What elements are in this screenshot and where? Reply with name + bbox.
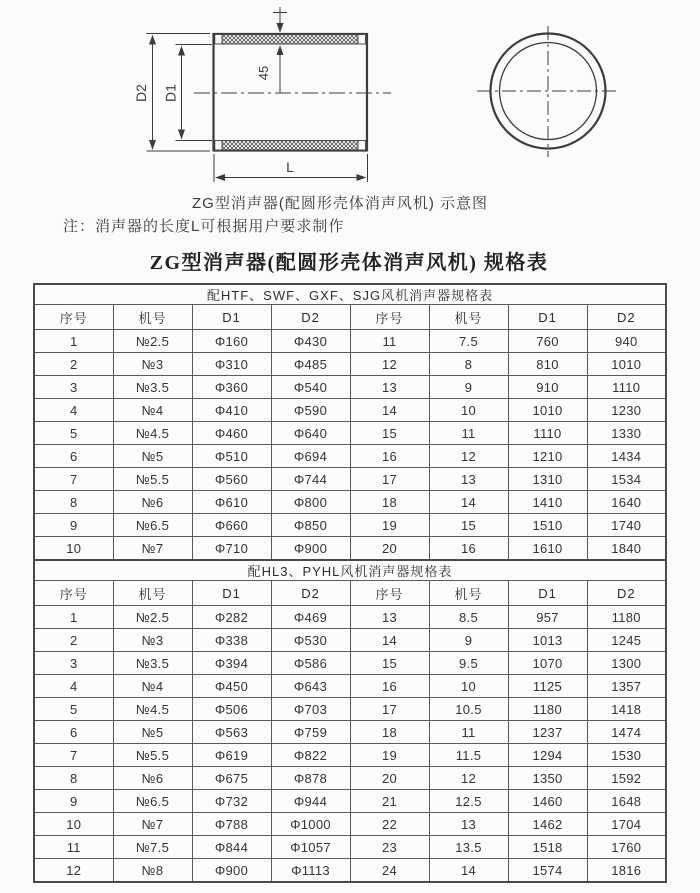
column-header: 序号 <box>350 581 429 606</box>
cell: 1013 <box>508 629 587 652</box>
cell: 15 <box>429 514 508 537</box>
cell: 760 <box>508 330 587 353</box>
cell: 11 <box>34 836 113 859</box>
cell: Φ850 <box>271 514 350 537</box>
cell: 1180 <box>508 698 587 721</box>
cell: Φ338 <box>192 629 271 652</box>
cell: 10 <box>34 813 113 836</box>
cell: Φ506 <box>192 698 271 721</box>
cell: Φ710 <box>192 537 271 561</box>
cell: Φ282 <box>192 606 271 629</box>
cell: 1648 <box>587 790 666 813</box>
cell: 24 <box>350 859 429 883</box>
table-row <box>34 675 666 698</box>
table-section-title: 配HL3、PYHL风机消声器规格表 <box>34 560 666 581</box>
cell: Φ1057 <box>271 836 350 859</box>
cell: №6 <box>113 767 192 790</box>
column-header: D2 <box>271 305 350 330</box>
table-row <box>34 767 666 790</box>
spec-tables <box>33 283 667 883</box>
cell: 13 <box>350 376 429 399</box>
cell: Φ450 <box>192 675 271 698</box>
cell: 1530 <box>587 744 666 767</box>
cell: 1518 <box>508 836 587 859</box>
cell: №3.5 <box>113 652 192 675</box>
cell: Φ540 <box>271 376 350 399</box>
cell: №4 <box>113 399 192 422</box>
cell: Φ640 <box>271 422 350 445</box>
cell: Φ1113 <box>271 859 350 883</box>
table-row <box>34 353 666 376</box>
cell: 17 <box>350 698 429 721</box>
cell: 1110 <box>508 422 587 445</box>
cylinder-section-view <box>194 33 391 152</box>
cell: Φ160 <box>192 330 271 353</box>
cell: 1245 <box>587 629 666 652</box>
table-section-title: 配HTF、SWF、GXF、SJG风机消声器规格表 <box>34 284 666 305</box>
bottom-lining-hatch <box>222 141 358 151</box>
cell: 957 <box>508 606 587 629</box>
cell: 1237 <box>508 721 587 744</box>
dimension-wall-45 <box>273 7 287 93</box>
cell: 12.5 <box>429 790 508 813</box>
cell: Φ610 <box>192 491 271 514</box>
cell: 1534 <box>587 468 666 491</box>
cell: №2.5 <box>113 606 192 629</box>
cell: 810 <box>508 353 587 376</box>
cell: №7.5 <box>113 836 192 859</box>
column-header: 序号 <box>350 305 429 330</box>
table-row <box>34 606 666 629</box>
cell: 1310 <box>508 468 587 491</box>
cell: Φ759 <box>271 721 350 744</box>
cell: 16 <box>350 675 429 698</box>
cell: Φ675 <box>192 767 271 790</box>
cell: №8 <box>113 859 192 883</box>
cell: №5 <box>113 445 192 468</box>
cell: Φ900 <box>192 859 271 883</box>
cell: 22 <box>350 813 429 836</box>
cell: Φ703 <box>271 698 350 721</box>
cell: 7 <box>34 744 113 767</box>
cell: 11 <box>429 422 508 445</box>
cell: 17 <box>350 468 429 491</box>
column-header: 机号 <box>429 305 508 330</box>
table-row <box>34 376 666 399</box>
cell: 9 <box>34 790 113 813</box>
table-row <box>34 330 666 353</box>
cell: 1300 <box>587 652 666 675</box>
cell: Φ822 <box>271 744 350 767</box>
cell: №5.5 <box>113 744 192 767</box>
table-row <box>34 399 666 422</box>
column-header: D2 <box>587 305 666 330</box>
silencer-drawing <box>0 0 700 190</box>
cell: 8.5 <box>429 606 508 629</box>
table-header-row <box>34 305 666 330</box>
column-header: 序号 <box>34 581 113 606</box>
cell: 1610 <box>508 537 587 561</box>
cell: 1474 <box>587 721 666 744</box>
dim-label-45: 45 <box>256 65 271 81</box>
table-row <box>34 537 666 561</box>
column-header: 序号 <box>34 305 113 330</box>
cell: 1 <box>34 606 113 629</box>
cell: 14 <box>429 859 508 883</box>
cell: №6.5 <box>113 514 192 537</box>
cell: 1740 <box>587 514 666 537</box>
cell: 6 <box>34 445 113 468</box>
cell: 11.5 <box>429 744 508 767</box>
cell: 1460 <box>508 790 587 813</box>
dim-label-d2: D2 <box>133 84 149 102</box>
cell: 1574 <box>508 859 587 883</box>
table-row <box>34 652 666 675</box>
table-row <box>34 836 666 859</box>
column-header: D1 <box>192 305 271 330</box>
cell: 1010 <box>587 353 666 376</box>
cell: 12 <box>34 859 113 883</box>
cell: 15 <box>350 422 429 445</box>
cell: 23 <box>350 836 429 859</box>
table-row <box>34 813 666 836</box>
cell: Φ563 <box>192 721 271 744</box>
column-header: 机号 <box>113 581 192 606</box>
cell: 13 <box>429 468 508 491</box>
cell: 9.5 <box>429 652 508 675</box>
cell: 6 <box>34 721 113 744</box>
cell: 940 <box>587 330 666 353</box>
cell: Φ878 <box>271 767 350 790</box>
cell: 19 <box>350 744 429 767</box>
cell: Φ619 <box>192 744 271 767</box>
cell: 12 <box>429 767 508 790</box>
drawing-caption: ZG型消声器(配圆形壳体消声风机) 示意图 <box>192 195 488 212</box>
cell: 1070 <box>508 652 587 675</box>
cell: 5 <box>34 422 113 445</box>
cell: 11 <box>350 330 429 353</box>
cell: 18 <box>350 491 429 514</box>
cell: Φ530 <box>271 629 350 652</box>
cell: 7 <box>34 468 113 491</box>
cell: 1230 <box>587 399 666 422</box>
cell: 10 <box>429 399 508 422</box>
cell: Φ900 <box>271 537 350 561</box>
cell: Φ590 <box>271 399 350 422</box>
cell: Φ430 <box>271 330 350 353</box>
cell: Φ944 <box>271 790 350 813</box>
page-title: ZG型消声器(配圆形壳体消声风机) 规格表 <box>149 252 549 274</box>
cell: 9 <box>429 629 508 652</box>
cell: №3 <box>113 629 192 652</box>
cell: Φ560 <box>192 468 271 491</box>
cell: Φ660 <box>192 514 271 537</box>
cell: №4.5 <box>113 422 192 445</box>
cell: 1 <box>34 330 113 353</box>
table-row <box>34 790 666 813</box>
table-row <box>34 629 666 652</box>
table-row <box>34 422 666 445</box>
cell: 2 <box>34 629 113 652</box>
cell: 8 <box>34 767 113 790</box>
cell: Φ586 <box>271 652 350 675</box>
cell: №5.5 <box>113 468 192 491</box>
cell: 1210 <box>508 445 587 468</box>
cell: 9 <box>429 376 508 399</box>
cell: Φ844 <box>192 836 271 859</box>
cell: 15 <box>350 652 429 675</box>
cell: Φ732 <box>192 790 271 813</box>
column-header: D1 <box>508 305 587 330</box>
column-header: 机号 <box>113 305 192 330</box>
cell: 16 <box>350 445 429 468</box>
cell: 1510 <box>508 514 587 537</box>
cell: №2.5 <box>113 330 192 353</box>
cell: 1592 <box>587 767 666 790</box>
cell: 14 <box>350 629 429 652</box>
table-row <box>34 468 666 491</box>
table-row <box>34 698 666 721</box>
cell: 1840 <box>587 537 666 561</box>
cell: 14 <box>429 491 508 514</box>
cell: 1816 <box>587 859 666 883</box>
table-row <box>34 721 666 744</box>
cell: 16 <box>429 537 508 561</box>
dim-label-length: L <box>286 159 294 175</box>
cell: №5 <box>113 721 192 744</box>
column-header: D1 <box>192 581 271 606</box>
cell: №3.5 <box>113 376 192 399</box>
cell: 21 <box>350 790 429 813</box>
cell: 1294 <box>508 744 587 767</box>
cell: 2 <box>34 353 113 376</box>
table-row <box>34 514 666 537</box>
cell: 8 <box>429 353 508 376</box>
cell: Φ1000 <box>271 813 350 836</box>
cell: Φ469 <box>271 606 350 629</box>
cell: 12 <box>350 353 429 376</box>
cell: 1434 <box>587 445 666 468</box>
cell: 1760 <box>587 836 666 859</box>
cell: Φ694 <box>271 445 350 468</box>
cell: 11 <box>429 721 508 744</box>
cell: 12 <box>429 445 508 468</box>
cell: Φ510 <box>192 445 271 468</box>
cell: 1357 <box>587 675 666 698</box>
cell: Φ460 <box>192 422 271 445</box>
table-header-row <box>34 581 666 606</box>
cell: Φ800 <box>271 491 350 514</box>
cell: Φ744 <box>271 468 350 491</box>
column-header: D2 <box>271 581 350 606</box>
cell: №4.5 <box>113 698 192 721</box>
cell: 4 <box>34 675 113 698</box>
cell: 1180 <box>587 606 666 629</box>
cell: 1110 <box>587 376 666 399</box>
top-lining-hatch <box>222 35 358 45</box>
cell: Φ643 <box>271 675 350 698</box>
cell: №7 <box>113 813 192 836</box>
column-header: D2 <box>587 581 666 606</box>
cell: 14 <box>350 399 429 422</box>
cell: №7 <box>113 537 192 561</box>
drawing-note: 注：消声器的长度L可根据用户要求制作 <box>63 218 345 235</box>
cell: 7.5 <box>429 330 508 353</box>
ring-end-view <box>477 26 620 157</box>
cell: 9 <box>34 514 113 537</box>
cell: 910 <box>508 376 587 399</box>
cell: №3 <box>113 353 192 376</box>
cell: Φ485 <box>271 353 350 376</box>
cell: 13 <box>429 813 508 836</box>
cell: Φ410 <box>192 399 271 422</box>
cell: 1418 <box>587 698 666 721</box>
cell: 13 <box>350 606 429 629</box>
column-header: 机号 <box>429 581 508 606</box>
cell: 1462 <box>508 813 587 836</box>
table-row <box>34 445 666 468</box>
cell: 1640 <box>587 491 666 514</box>
cell: Φ360 <box>192 376 271 399</box>
cell: 8 <box>34 491 113 514</box>
cell: 19 <box>350 514 429 537</box>
table-row <box>34 744 666 767</box>
cell: 20 <box>350 537 429 561</box>
spec-table <box>33 283 667 883</box>
cell: Φ394 <box>192 652 271 675</box>
cell: 20 <box>350 767 429 790</box>
cell: Φ310 <box>192 353 271 376</box>
cell: 1410 <box>508 491 587 514</box>
cell: 1704 <box>587 813 666 836</box>
cell: 18 <box>350 721 429 744</box>
cell: №6.5 <box>113 790 192 813</box>
cell: 3 <box>34 652 113 675</box>
cell: 13.5 <box>429 836 508 859</box>
cell: 1010 <box>508 399 587 422</box>
cell: Φ788 <box>192 813 271 836</box>
table-row <box>34 491 666 514</box>
cell: 10 <box>429 675 508 698</box>
cell: 1330 <box>587 422 666 445</box>
cell: 3 <box>34 376 113 399</box>
cell: №6 <box>113 491 192 514</box>
cell: 1350 <box>508 767 587 790</box>
column-header: D1 <box>508 581 587 606</box>
table-row <box>34 859 666 883</box>
cell: 5 <box>34 698 113 721</box>
cell: 1125 <box>508 675 587 698</box>
cell: 4 <box>34 399 113 422</box>
cell: №4 <box>113 675 192 698</box>
dim-label-d1: D1 <box>162 84 179 102</box>
cell: 10.5 <box>429 698 508 721</box>
cell: 10 <box>34 537 113 561</box>
